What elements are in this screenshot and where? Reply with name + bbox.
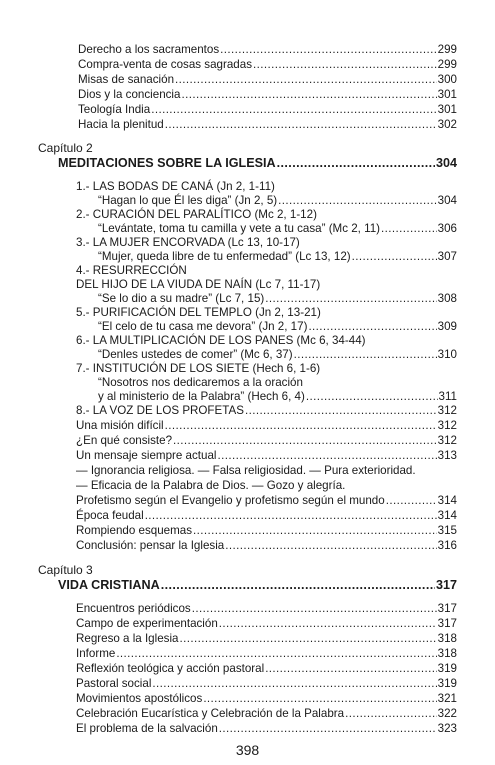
entry-page: 314 xyxy=(437,509,457,522)
entry-page: 301 xyxy=(437,103,457,116)
entry-title: Regreso a la Iglesia xyxy=(76,632,179,645)
page-number: 398 xyxy=(235,742,260,758)
toc-entry xyxy=(76,676,457,691)
entry-page: 308 xyxy=(437,292,457,305)
entry-title: Campo de experimentación xyxy=(76,617,218,630)
toc-entry: DEL HIJO DE LA VIUDA DE NAÍN (Lc 7, 11-17) xyxy=(76,278,321,291)
entry-title: Una misión difícil xyxy=(76,419,164,432)
entry-title: Dios y la conciencia xyxy=(78,88,181,101)
entry-page: 307 xyxy=(437,250,457,263)
chapter-heading xyxy=(58,578,457,593)
toc-entry: 5.- PURIFICACIÓN DEL TEMPLO (Jn 2, 13-21) xyxy=(76,306,321,319)
dot-leader xyxy=(277,156,435,171)
dot-leader xyxy=(386,493,437,508)
toc-entry xyxy=(78,42,457,57)
toc-entry xyxy=(98,221,457,236)
dot-leader xyxy=(253,57,437,72)
entry-page: 323 xyxy=(437,722,457,735)
entry-page: 311 xyxy=(438,390,457,403)
entry-page: 317 xyxy=(435,578,457,592)
toc-entry xyxy=(78,87,457,102)
entry-title: Movimientos apostólicos xyxy=(76,692,203,705)
toc-entry xyxy=(76,691,457,706)
dot-leader xyxy=(265,661,436,676)
toc-entry xyxy=(76,538,457,553)
entry-page: 319 xyxy=(437,677,457,690)
toc-entry: — Eficacia de la Palabra de Dios. — Gozo y alegría. xyxy=(76,479,346,492)
dot-leader xyxy=(151,102,436,117)
toc-entry xyxy=(98,193,457,208)
entry-page: 321 xyxy=(437,692,457,705)
dot-leader xyxy=(245,403,437,418)
toc-entry xyxy=(76,661,457,676)
entry-title: “El celo de tu casa me devora” (Jn 2, 17) xyxy=(98,320,308,333)
toc-entry: — Ignorancia religiosa. — Falsa religiosidad. — Pura exterioridad. xyxy=(76,464,416,477)
dot-leader xyxy=(152,676,436,691)
toc-entry xyxy=(98,291,457,306)
entry-title: “Hagan lo que Él les diga” (Jn 2, 5) xyxy=(98,194,278,207)
entry-title: Encuentros periódicos xyxy=(76,602,191,615)
toc-entry: 3.- LA MUJER ENCORVADA (Lc 13, 10-17) xyxy=(76,236,300,249)
dot-leader xyxy=(220,42,437,57)
entry-page: 299 xyxy=(437,58,457,71)
entry-title: Rompiendo esquemas xyxy=(76,524,193,537)
dot-leader xyxy=(345,706,437,721)
entry-title: MEDITACIONES SOBRE LA IGLESIA xyxy=(58,156,276,170)
toc-entry xyxy=(78,102,457,117)
toc-entry xyxy=(76,646,457,661)
dot-leader xyxy=(203,691,436,706)
toc-entry: 1.- LAS BODAS DE CANÁ (Jn 2, 1-11) xyxy=(76,180,275,193)
entry-title: Informe xyxy=(76,647,116,660)
entry-page: 301 xyxy=(437,88,457,101)
entry-title: “Se lo dio a su madre” (Lc 7, 15) xyxy=(98,292,265,305)
dot-leader xyxy=(219,721,437,736)
dot-leader xyxy=(161,578,435,593)
dot-leader xyxy=(381,221,437,236)
toc-entry xyxy=(76,616,457,631)
entry-title: 8.- LA VOZ DE LOS PROFETAS xyxy=(76,404,244,417)
toc-entry xyxy=(76,493,457,508)
toc-entry xyxy=(76,403,457,418)
dot-leader xyxy=(265,291,436,306)
dot-leader xyxy=(145,508,437,523)
entry-title: Época feudal xyxy=(76,509,144,522)
entry-page: 313 xyxy=(437,449,457,462)
entry-title: Profetismo según el Evangelio y profetismo según el mundo xyxy=(76,494,385,507)
toc-entry xyxy=(76,706,457,721)
toc-entry xyxy=(98,347,457,362)
dot-leader xyxy=(173,433,437,448)
toc-entry xyxy=(78,57,457,72)
toc-entry xyxy=(78,72,457,87)
entry-title: Misas de sanación xyxy=(78,73,175,86)
dot-leader xyxy=(165,418,437,433)
toc-entry xyxy=(98,249,457,264)
chapter-heading xyxy=(58,156,457,171)
entry-title: El problema de la salvación xyxy=(76,722,218,735)
toc-entry xyxy=(98,389,457,404)
entry-title: Teología India xyxy=(78,103,151,116)
dot-leader xyxy=(294,347,437,362)
entry-title: Reflexión teológica y acción pastoral xyxy=(76,662,265,675)
entry-page: 317 xyxy=(437,602,457,615)
toc-entry xyxy=(76,601,457,616)
toc-entry: “Nosotros nos dedicaremos a la oración xyxy=(98,376,303,389)
entry-page: 304 xyxy=(437,194,457,207)
entry-page: 318 xyxy=(437,632,457,645)
entry-page: 312 xyxy=(437,419,457,432)
toc-entry xyxy=(76,508,457,523)
toc-entry xyxy=(76,631,457,646)
toc-entry xyxy=(76,433,457,448)
toc-entry: 6.- LA MULTIPLICACIÓN DE LOS PANES (Mc 6, 34-44) xyxy=(76,334,366,347)
chapter-label: Capítulo 3 xyxy=(38,563,93,577)
dot-leader xyxy=(352,249,437,264)
entry-title: Pastoral social xyxy=(76,677,152,690)
toc-entry xyxy=(98,319,457,334)
dot-leader xyxy=(225,538,436,553)
entry-title: ¿En qué consiste? xyxy=(76,434,173,447)
toc-entry: 4.- RESURRECCIÓN xyxy=(76,264,187,277)
entry-page: 299 xyxy=(437,43,457,56)
entry-title: Compra-venta de cosas sagradas xyxy=(78,58,252,71)
toc-entry xyxy=(76,523,457,538)
entry-page: 314 xyxy=(437,494,457,507)
entry-page: 302 xyxy=(437,118,457,131)
dot-leader xyxy=(165,117,437,132)
dot-leader xyxy=(217,448,436,463)
dot-leader xyxy=(308,319,436,334)
entry-page: 310 xyxy=(437,348,457,361)
entry-page: 312 xyxy=(437,404,457,417)
entry-page: 306 xyxy=(437,222,457,235)
dot-leader xyxy=(181,87,436,102)
entry-page: 309 xyxy=(437,320,457,333)
entry-page: 322 xyxy=(437,707,457,720)
dot-leader xyxy=(116,646,436,661)
entry-title: Conclusión: pensar la Iglesia xyxy=(76,539,225,552)
toc-entry: 2.- CURACIÓN DEL PARALÍTICO (Mc 2, 1-12) xyxy=(76,208,317,221)
entry-title: “Levántate, toma tu camilla y vete a tu casa” (Mc 2, 11) xyxy=(98,222,381,235)
dot-leader xyxy=(192,601,437,616)
entry-title: VIDA CRISTIANA xyxy=(58,578,160,592)
entry-page: 317 xyxy=(437,617,457,630)
entry-title: “Mujer, queda libre de tu enfermedad” (Lc 13, 12) xyxy=(98,250,351,263)
entry-title: Celebración Eucarística y Celebración de la Palabra xyxy=(76,707,345,720)
entry-page: 316 xyxy=(437,539,457,552)
entry-page: 312 xyxy=(437,434,457,447)
toc-entry xyxy=(76,448,457,463)
entry-page: 300 xyxy=(437,73,457,86)
entry-title: “Denles ustedes de comer” (Mc 6, 37) xyxy=(98,348,293,361)
entry-page: 318 xyxy=(437,647,457,660)
toc-entry: 7.- INSTITUCIÓN DE LOS SIETE (Hech 6, 1-6) xyxy=(76,362,321,375)
entry-page: 315 xyxy=(437,524,457,537)
dot-leader xyxy=(193,523,437,538)
entry-title: Un mensaje siempre actual xyxy=(76,449,217,462)
toc-entry xyxy=(76,418,457,433)
entry-title: y al ministerio de la Palabra” (Hech 6, 4) xyxy=(98,390,305,403)
toc-entry xyxy=(78,117,457,132)
entry-title: Derecho a los sacramentos xyxy=(78,43,220,56)
dot-leader xyxy=(306,389,438,404)
toc-entry xyxy=(76,721,457,736)
entry-title: Hacia la plenitud xyxy=(78,118,164,131)
dot-leader xyxy=(219,616,437,631)
dot-leader xyxy=(278,193,437,208)
entry-page: 304 xyxy=(435,156,457,170)
dot-leader xyxy=(179,631,436,646)
entry-page: 319 xyxy=(437,662,457,675)
dot-leader xyxy=(175,72,437,87)
chapter-label: Capítulo 2 xyxy=(38,141,93,155)
